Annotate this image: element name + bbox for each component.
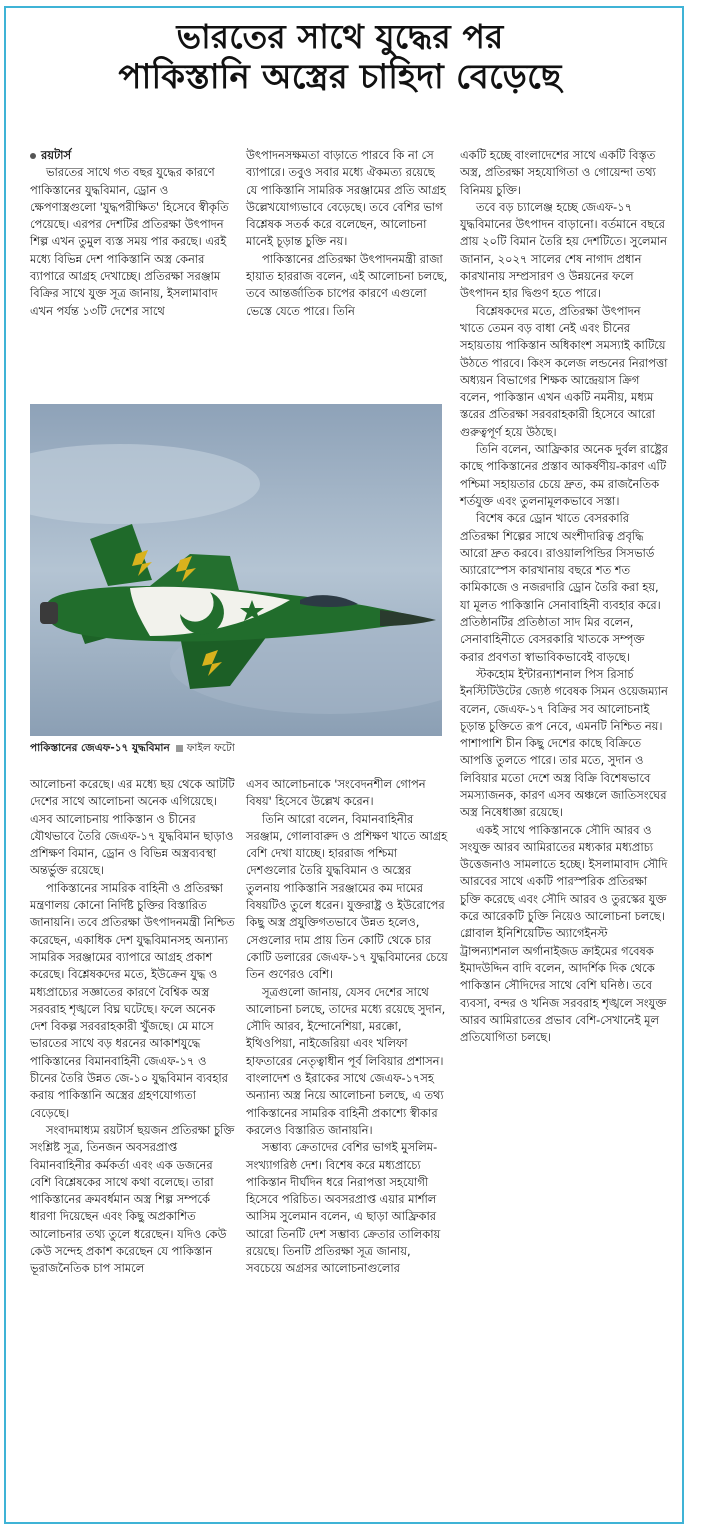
column-2-top	[246, 147, 448, 320]
caption-text: পাকিস্তানের জেএফ-১৭ যুদ্ধবিমান	[30, 742, 170, 754]
dateline-text: রয়টার্স	[41, 148, 72, 162]
paragraph: এসব আলোচনাকে 'সংবেদনশীল গোপন বিষয়' হিসেবে উল্লেখ করেন।	[246, 777, 426, 809]
paragraph: সূত্রগুলো জানায়, যেসব দেশের সাথে আলোচনা চলছে, তাদের মধ্যে রয়েছে সুদান, সৌদি আরব, ইন্দোনেশিয়া, মরক্কো, ইথিওপিয়া, নাইজেরিয়া এবং খলিফা হাফতারের নেতৃত্বাধীন পূর্ব লিবিয়ার প্রশাসন। বাংলাদেশ ও ইরাকের সাথে জেএফ-১৭সহ অন্যান্য অস্ত্র নিয়ে আলোচনা চলছে, এ তথ্য পাকিস্তানের সামরিক বাহিনী প্রকাশ্যে স্বীকার করলেও বিস্তারিত জানায়নি।	[246, 984, 446, 1137]
paragraph: ভারতের সাথে গত বছর যুদ্ধের কারণে পাকিস্তানের যুদ্ধবিমান, ড্রোন ও ক্ষেপণাস্ত্রগুলো 'যুদ্ধপরীক্ষিত' হিসেবে স্বীকৃতি পেয়েছে। এরপর দেশটির প্রতিরক্ষা উৎপাদন শিল্প এখন তুমুল ব্যস্ত সময় পার করছে। এরই মধ্যে বিভিন্ন দেশ পাকিস্তানি অস্ত্র কেনার ব্যাপারে আগ্রহ দেখাচ্ছে। প্রতিরক্ষা সরঞ্জাম বিক্রির সাথে যুক্ত সূত্র জানায়, ইসলামাবাদ এখন পর্যন্ত ১৩টি দেশের সাথে	[30, 165, 229, 318]
paragraph: সংবাদমাধ্যম রয়টার্স ছয়জন প্রতিরক্ষা চুক্তি সংশ্লিষ্ট সূত্র, তিনজন অবসরপ্রাপ্ত বিমানবাহিনীর কর্মকর্তা এবং এক ডজনের বেশি বিশ্লেষকের সাথে কথা বলেছে। তারা পাকিস্তানের ক্রমবর্ধমান অস্ত্র শিল্প সম্পর্কে ধারণা দিয়েছেন এবং কিছু অপ্রকাশিত আলোচনার তথ্য তুলে ধরেছেন। যদিও কেউ কেউ সন্দেহ প্রকাশ করেছেন যে পাকিস্তান ভূরাজনৈতিক চাপ সামলে	[30, 1122, 235, 1276]
paragraph: আলোচনা করেছে। এর মধ্যে ছয় থেকে আটটি দেশের সাথে আলোচনা অনেক এগিয়েছে। এসব আলোচনায় পাকিস্তান ও চীনের যৌথভাবে তৈরি জেএফ-১৭ যুদ্ধবিমান ছাড়াও প্রশিক্ষণ বিমান, ড্রোন ও বিভিন্ন অস্ত্রব্যবস্থা অন্তর্ভুক্ত রয়েছে।	[30, 777, 235, 878]
headline	[14, 18, 666, 97]
paragraph: সম্ভাব্য ক্রেতাদের বেশির ভাগই মুসলিম-সংখ্যাগরিষ্ঠ দেশ। বিশেষ করে মধ্যপ্রাচ্যে পাকিস্তান দীর্ঘদিন ধরে নিরাপত্তা সহযোগী হিসেবে পরিচিত। অবসরপ্রাপ্ত এয়ার মার্শাল আসিম সুলেমান বলেন, এ ছাড়া আফ্রিকার আরো তিনটি দেশ সম্ভাব্য ক্রেতার তালিকায় রয়েছে। তিনটি প্রতিরক্ষা সূত্র জানায়, সবচেয়ে অগ্রসর আলোচনাগুলোর	[246, 1140, 441, 1276]
headline-line-2: পাকিস্তানি অস্ত্রের চাহিদা বেড়েছে	[118, 56, 562, 97]
column-1-bottom	[30, 776, 236, 1278]
paragraph: বিশ্লেষকদের মতে, প্রতিরক্ষা উৎপাদন খাতে তেমন বড় বাধা নেই এবং চীনের সহায়তায় পাকিস্তান অধিকাংশ সমস্যাই কাটিয়ে উঠতে পারবে। কিংস কলেজ লন্ডনের নিরাপত্তা অধ্যয়ন বিভাগের শিক্ষক আন্দ্রেয়াস ক্রিগ বলেন, পাকিস্তান এখন একটি নমনীয়, মধ্যম স্তরের প্রতিরক্ষা সরবরাহকারী হিসেবে আরো গুরুত্বপূর্ণ হয়ে উঠছে।	[460, 303, 668, 439]
paragraph: বিশেষ করে ড্রোন খাতে বেসরকারি প্রতিরক্ষা শিল্পের সাথে অংশীদারিত্ব প্রবৃদ্ধি আরো দ্রুত করবে। রাওয়ালপিন্ডির সিসভার্ড অ্যারোস্পেস কারখানায় বছরে শত শত কামিকাজে ও নজরদারি ড্রোন তৈরি করা হয়, যা মূলত পাকিস্তানি সেনাবাহিনী ব্যবহার করে। প্রতিষ্ঠানটির প্রতিষ্ঠাতা সাদ মির বলেন, সেনাবাহিনীতে বেসরকারি খাতকে সম্পৃক্ত করার প্রবণতা স্বাভাবিকভাবেই বাড়ছে।	[460, 511, 661, 664]
paragraph: পাকিস্তানের প্রতিরক্ষা উৎপাদনমন্ত্রী রাজা হায়াত হাররাজ বলেন, এই আলোচনা চলছে, তবে আন্তর্জাতিক চাপের কারণে এগুলো ভেস্তে যেতে পারে। তিনি	[246, 251, 448, 318]
paragraph: একটি হচ্ছে বাংলাদেশের সাথে একটি বিস্তৃত অস্ত্র, প্রতিরক্ষা সহযোগিতা ও গোয়েন্দা তথ্য বিনিময় চুক্তি।	[460, 148, 656, 197]
paragraph: তিনি বলেন, আফ্রিকার অনেক দুর্বল রাষ্ট্রের কাছে পাকিস্তানের প্রস্তাব আকর্ষণীয়-কারণ এটি পশ্চিমা সহায়তার চেয়ে দ্রুত, কম রাজনৈতিক শর্তযুক্ত এবং তুলনামূলকভাবে সস্তা।	[460, 442, 668, 508]
paragraph: পাকিস্তানের সামরিক বাহিনী ও প্রতিরক্ষা মন্ত্রণালয় কোনো নির্দিষ্ট চুক্তির বিস্তারিত জানায়নি। তবে প্রতিরক্ষা উৎপাদনমন্ত্রী নিশ্চিত করেছেন, একাধিক দেশ যুদ্ধবিমানসহ অন্যান্য সামরিক সরঞ্জামের ব্যাপারে আগ্রহ প্রকাশ করেছে। বিশ্লেষকদের মতে, ইউক্রেন যুদ্ধ ও মধ্যপ্রাচ্যের সজ্ঞাতের কারণে বৈশ্বিক অস্ত্র সরবরাহ শৃঙ্খলে বিঘ্ন ঘটেছে। ফলে অনেক দেশ বিকল্প সরবরাহকারী খুঁজছে। মে মাসে ভারতের সাথে বড় ধরনের আকাশযুদ্ধে পাকিস্তানের বিমানবাহিনী জেএফ-১৭ ও চীনের তৈরি উন্নত জে-১০ যুদ্ধবিমান ব্যবহার করায় পাকিস্তানি অস্ত্রের গ্রহণযোগ্যতা বেড়েছে।	[30, 880, 235, 1120]
bullet-icon	[30, 153, 36, 159]
jet-photo	[30, 404, 442, 736]
column-1-top	[30, 147, 236, 320]
photo-caption	[30, 741, 442, 758]
paragraph: উৎপাদনসক্ষমতা বাড়াতে পারবে কি না সে ব্যাপারে। তবুও সবার মধ্যে ঐকমত্য রয়েছে যে পাকিস্তানি সামরিক সরঞ্জামের প্রতি আগ্রহ উল্লেখযোগ্যভাবে বেড়েছে। তবে বেশির ভাগ বিশ্লেষক সতর্ক করে বলেছেন, আলোচনা মানেই চূড়ান্ত চুক্তি নয়।	[246, 148, 446, 249]
caption-square-icon	[176, 745, 183, 752]
paragraph: তবে বড় চ্যালেঞ্জ হচ্ছে জেএফ-১৭ যুদ্ধবিমানের উৎপাদন বাড়ানো। বর্তমানে বছরে প্রায় ২০টি বিমান তৈরি হয় দেশটিতে। সুলেমান জানান, ২০২৭ সালের শেষ নাগাদ প্রধান কারখানায় সম্প্রসারণ ও উন্নয়নের ফলে উৎপাদন হার দ্বিগুণ হতে পারে।	[460, 199, 667, 301]
paragraph: তিনি আরো বলেন, বিমানবাহিনীর সরঞ্জাম, গোলাবারুদ ও প্রশিক্ষণ খাতে আগ্রহ বেশি দেখা যাচ্ছে। হাররাজ পশ্চিমা দেশগুলোর তৈরি যুদ্ধবিমান ও অস্ত্রের তুলনায় পাকিস্তানি সরঞ্জামের কম দামের বিষয়টিও তুলে ধরেন। যুক্তরাষ্ট্র ও ইউরোপের কিছু অস্ত্র প্রযুক্তিগতভাবে উন্নত হলেও, সেগুলোর দাম প্রায় তিন কোটি থেকে চার কোটি ডলারের জেএফ-১৭ যুদ্ধবিমানের চেয়ে তিন গুণেরও বেশি।	[246, 811, 448, 982]
dateline	[30, 147, 236, 164]
photo-credit: ফাইল ফটো	[186, 742, 235, 754]
column-2-bottom	[246, 776, 448, 1278]
headline-line-1: ভারতের সাথে যুদ্ধের পর	[176, 17, 504, 56]
paragraph: একই সাথে পাকিস্তানকে সৌদি আরব ও সংযুক্ত আরব আমিরাতের মধ্যকার মধ্যপ্রাচ্য উত্তেজনাও সামলাতে হচ্ছে। ইসলামাবাদ সৌদি আরবের সাথে একটি পারস্পরিক প্রতিরক্ষা চুক্তি করেছে এবং সৌদি আরব ও তুরস্কের যুক্ত করে আরেকটি চুক্তি নিয়েও আলোচনা চলছে। গ্লোবাল ইনিশিয়েটিভ অ্যাগেইনস্ট ট্রান্সন্যাশনাল অর্গানাইজড ক্রাইমের গবেষক ইমাদউদ্দিন বাদি বলেন, আদর্শিক দিক থেকে পাকিস্তান সৌদিদের সাথে বেশি ঘনিষ্ঠ। তবে ব্যবসা, বন্দর ও খনিজ সরবরাহ শৃঙ্খলে সংযুক্ত আরব আমিরাতের প্রভাব বেশি-সেখানেই মূল প্রতিযোগিতা চলছে।	[460, 822, 668, 1045]
column-3	[460, 147, 668, 1046]
paragraph: স্টকহোম ইন্টারন্যাশনাল পিস রিসার্চ ইনস্টিটিউটের জ্যেষ্ঠ গবেষক সিমন ওয়েজম্যান বলেন, জেএফ-১৭ বিক্রির সব আলোচনাই চূড়ান্ত চুক্তিতে রূপ নেবে, এমনটি নিশ্চিত নয়। পাশাপাশি চীন কিছু দেশের কাছে বিক্রিতে আপত্তি তুলতে পারে। তার মতে, সুদান ও লিবিয়ার মতো দেশে অস্ত্র বিক্রি বিশেষভাবে সমস্যাজনক, কারণ এসব অঞ্চলে জাতিসংঘের অস্ত্র নিষেধাজ্ঞা রয়েছে।	[460, 666, 668, 820]
